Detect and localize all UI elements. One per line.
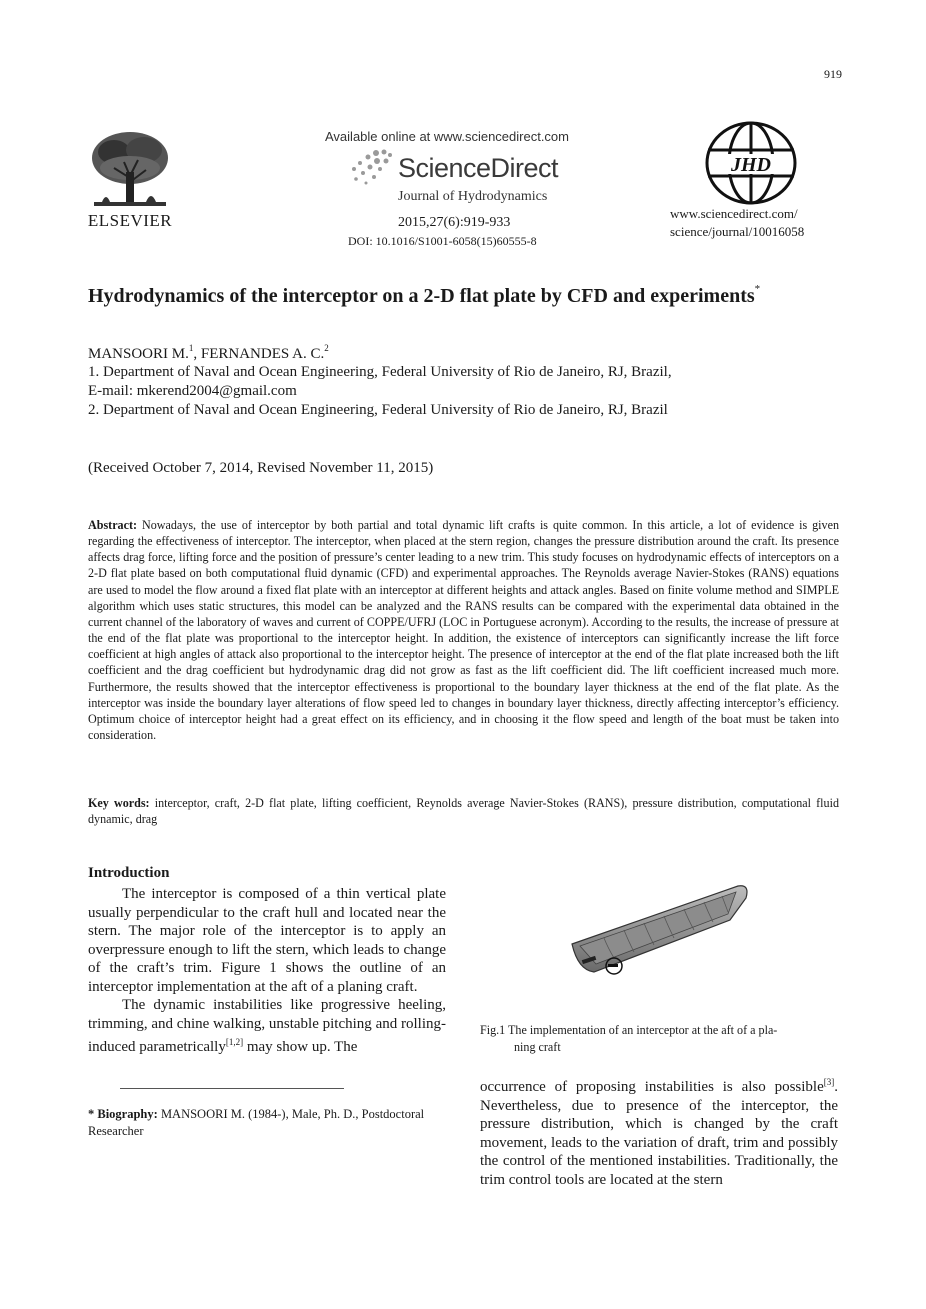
citation-ref-3[interactable]: [3] — [823, 1077, 835, 1087]
author-list — [88, 343, 329, 363]
citation: 2015,27(6):919-933 — [398, 215, 511, 230]
elsevier-wordmark: ELSEVIER — [87, 211, 173, 230]
intro-paragraph-2-end: may show up. The — [243, 1039, 358, 1055]
paper-title — [88, 283, 848, 308]
sciencedirect-dots-icon — [346, 147, 396, 187]
caption-line-1 — [480, 1022, 842, 1039]
journal-name: Journal of Hydrodynamics — [398, 189, 548, 204]
caption-text-1: The implementation of an interceptor at the aft of a pla- — [505, 1023, 778, 1037]
right-column-text-rest: . Nevertheless, due to presence of the interceptor, the pressure distribution, which is changed by the craft movement, leads to the variation of draft, trim and possibly the control of the mentioned instabilities. Traditionally, the trim control tools are located at the stern — [480, 1079, 838, 1188]
author-separator: , — [193, 346, 201, 362]
figure-1-planing-craft — [560, 880, 760, 980]
biography-footnote — [88, 1106, 438, 1140]
author-1-affiliation: 1 — [188, 343, 194, 353]
abstract — [88, 517, 839, 743]
affiliation-2: 2. Department of Naval and Ocean Engineering, Federal University of Rio de Janeiro, RJ, Brazil — [88, 402, 668, 418]
author-2: FERNANDES A. C. — [200, 346, 325, 362]
intro-paragraph-1: The interceptor is composed of a thin vertical plate usually perpendicular to the craft hull and located near the stern. The major role of the interceptor is to apply an overpressure enough to lift the stern, which leads to change of the craft’s trim. Figure 1 shows the outline of an interceptor implementation at the aft of a planing craft. — [88, 886, 446, 995]
keywords-text: interceptor, craft, 2-D flat plate, lifting coefficient, Reynolds average Navier-Stokes (RANS), pressure distribution, computational fluid dynamic, drag — [88, 796, 839, 827]
citation-ref-1-2[interactable]: [1,2] — [225, 1037, 244, 1047]
abstract-label: Abstract: — [88, 518, 138, 532]
affiliation-1: 1. Department of Naval and Ocean Engineering, Federal University of Rio de Janeiro, RJ, Brazil, — [88, 364, 672, 380]
footnote-label: * Biography: — [88, 1107, 158, 1121]
keywords-label: Key words: — [88, 796, 150, 810]
caption-label: Fig.1 — [480, 1023, 506, 1037]
footnote-divider — [120, 1088, 344, 1089]
intro-left-column — [88, 885, 446, 1057]
received-dates: (Received October 7, 2014, Revised November 11, 2015) — [88, 460, 434, 476]
jhd-logo-text: JHD — [731, 154, 771, 176]
title-footnote-mark: * — [754, 283, 761, 295]
intro-paragraph-2-text: The dynamic instabilities like progressive heeling, trimming, and chine walking, unstable pitching and rolling-induced parametrically — [88, 997, 446, 1055]
figure-1-caption — [480, 1022, 842, 1055]
sciencedirect-wordmark: ScienceDirect — [398, 153, 559, 183]
journal-url-line1[interactable]: www.sciencedirect.com/ — [670, 206, 798, 221]
page-number: 919 — [824, 67, 842, 81]
intro-paragraph-2 — [88, 996, 446, 1057]
available-online-text: Available online at www.sciencedirect.com — [325, 129, 569, 144]
section-heading-introduction: Introduction — [88, 865, 170, 881]
intro-right-column — [480, 1073, 838, 1190]
paper-title-text: Hydrodynamics of the interceptor on a 2-D flat plate by CFD and experiments — [88, 285, 755, 307]
author-2-affiliation: 2 — [324, 343, 329, 353]
right-column-text-start: occurrence of proposing instabilities is also possible — [480, 1079, 824, 1095]
author-email[interactable]: E-mail: mkerend2004@gmail.com — [88, 383, 297, 399]
footnote-text: MANSOORI M. (1984-), Male, Ph. D., Postdoctoral Researcher — [88, 1107, 425, 1138]
journal-url-line2[interactable]: science/journal/10016058 — [670, 224, 805, 239]
jhd-globe-logo — [694, 120, 808, 206]
abstract-text: Nowadays, the use of interceptor by both partial and total dynamic lift crafts is quite common. In this article, a lot of evidence is given regarding the effectiveness of interceptor. The interceptor, when placed at the stern region, changes the pressure distribution around the craft. Its presence affects drag force, lifting force and the position of pressure’s center leading to a new trim. This study focuses on hydrodynamic effects of interceptors on a 2-D flat plate based on both computational fluid dynamic (CFD) and experimental approaches. The Reynolds average Navier-Stokes (RANS) equations are used to model the flow around a fixed flat plate with an interceptor at different heights and attack angles. Based on finite volume method and SIMPLE algorithm which uses static structures, this model can be analyzed and the RANS results can be compared with the experimental data obtained in the current channel of the laboratory of waves and current of COPPE/UFRJ (LOC in Portuguese acronym). According to the results, the increase of pressure at the end of the flat plate was proportional to the interceptor height. In addition, the existence of interceptors can significantly increase the lift force coefficient at high angles of attack also proportional to the interceptor height. The presence of interceptor at the end of the flat plate increased both the lift coefficient and the drag coefficient but hydrodynamic drag did not grow as fast as the lift coefficient did. The lift coefficient increased much more. Furthermore, the results showed that the interceptor effectiveness is proportional to the boundary layer thickness at the end of the flat plate. As the interceptor was inside the boundary layer alterations of flow speed led to changes in boundary layer thickness, directly affecting interceptor’s efficiency. Optimum choice of interceptor height had a great effect on its efficiency, and in choosing it the flow speed and length of the boat must be taken into consideration. — [88, 518, 839, 743]
author-1: MANSOORI M. — [88, 346, 189, 362]
keywords — [88, 795, 839, 827]
doi: DOI: 10.1016/S1001-6058(15)60555-8 — [348, 234, 537, 248]
caption-line-2: ning craft — [514, 1039, 561, 1054]
